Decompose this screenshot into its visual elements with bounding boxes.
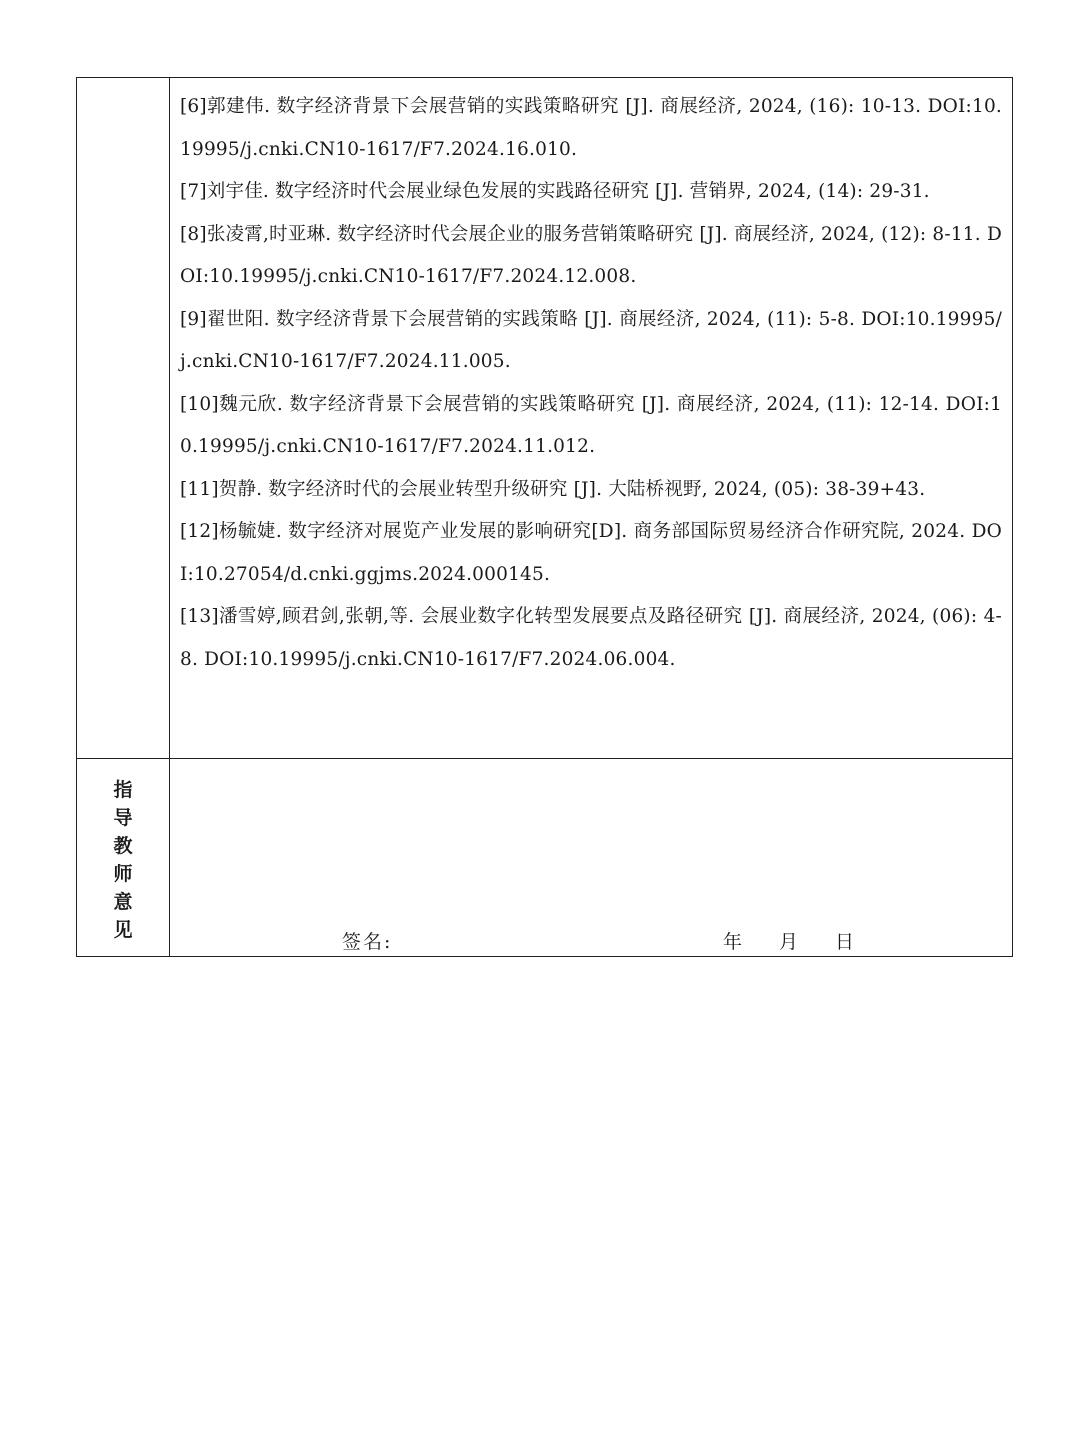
reference-item: [9]翟世阳. 数字经济背景下会展营销的实践策略 [J]. 商展经济, 2024, (11): 5-8. DOI:10.19995/j.cnki.CN10-1617/F7.2024.11.005. <box>180 308 1002 372</box>
reference-item: [10]魏元欣. 数字经济背景下会展营销的实践策略研究 [J]. 商展经济, 2024, (11): 12-14. DOI:10.19995/j.cnki.CN10-1617/F7.2024.11.012. <box>180 393 1002 457</box>
reference-list <box>170 78 1012 681</box>
reference-item: [11]贺静. 数字经济时代的会展业转型升级研究 [J]. 大陆桥视野, 2024, (05): 38-39+43. <box>180 478 926 500</box>
opinion-row <box>77 759 1013 957</box>
opinion-input-area[interactable] <box>170 759 1013 957</box>
references-cell <box>170 78 1013 759</box>
signature-label: 签名: <box>342 931 393 953</box>
reference-item: [13]潘雪婷,顾君剑,张朝,等. 会展业数字化转型发展要点及路径研究 [J]. 商展经济, 2024, (06): 4-8. DOI:10.19995/j.cnki.CN10-1617/F7.2024.06.004. <box>180 606 1002 670</box>
reference-item: [6]郭建伟. 数字经济背景下会展营销的实践策略研究 [J]. 商展经济, 2024, (16): 10-13. DOI:10.19995/j.cnki.CN10-1617/F7.2024.16.010. <box>180 96 1002 160</box>
reference-item: [12]杨毓婕. 数字经济对展览产业发展的影响研究[D]. 商务部国际贸易经济合作研究院, 2024. DOI:10.27054/d.cnki.ggjms.2024.000145. <box>180 521 1002 585</box>
references-row <box>77 78 1013 759</box>
date-year-label: 年 <box>723 931 743 953</box>
date-month-label: 月 <box>779 931 799 953</box>
form-table <box>76 77 1013 957</box>
references-label-cell <box>77 78 170 759</box>
reference-item: [8]张凌霄,时亚琳. 数字经济时代会展企业的服务营销策略研究 [J]. 商展经济, 2024, (12): 8-11. DOI:10.19995/j.cnki.CN10-1617/F7.2024.12.008. <box>180 223 1002 287</box>
opinion-label-cell <box>77 759 170 957</box>
reference-item: [7]刘宇佳. 数字经济时代会展业绿色发展的实践路径研究 [J]. 营销界, 2024, (14): 29-31. <box>180 181 930 202</box>
advisor-opinion-label: 指导教师意见 <box>113 778 133 941</box>
date-day-label: 日 <box>835 931 855 953</box>
